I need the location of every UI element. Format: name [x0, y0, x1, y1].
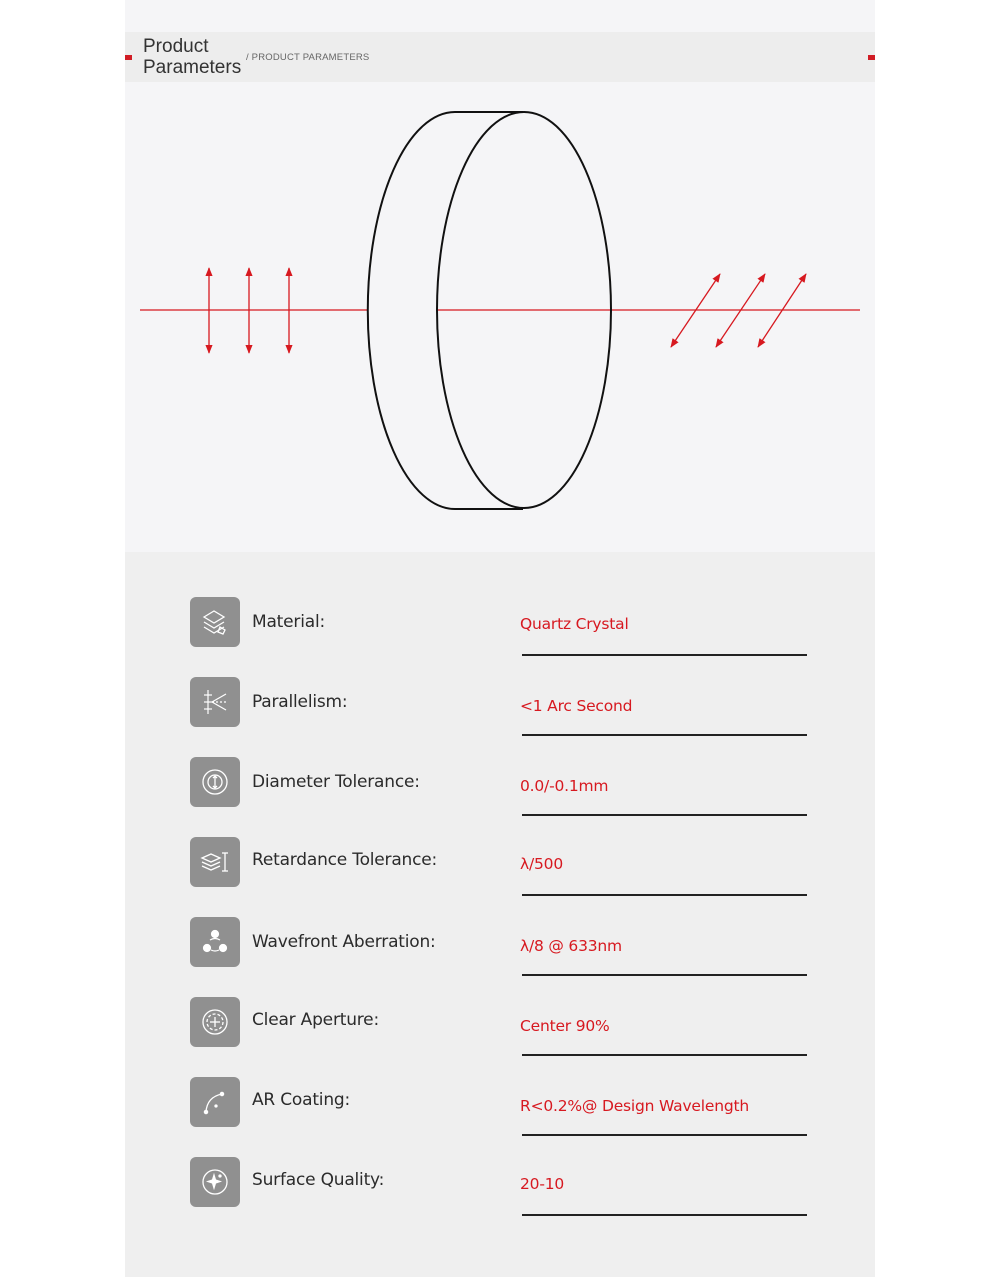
param-label: Parallelism:: [252, 692, 348, 712]
header-accent-left: [125, 55, 132, 60]
param-value: <1 Arc Second: [520, 697, 633, 715]
param-label: Clear Aperture:: [252, 1010, 379, 1030]
param-underline: [522, 1214, 807, 1216]
param-row-wavefront: [125, 917, 875, 997]
param-label: Material:: [252, 612, 325, 632]
param-row-retardance: [125, 837, 875, 917]
param-row-coating: [125, 1077, 875, 1157]
param-row-surface: [125, 1157, 875, 1237]
param-label: Retardance Tolerance:: [252, 850, 438, 870]
coating-curve-icon: [190, 1077, 240, 1127]
param-value: 20-10: [520, 1175, 565, 1193]
waveplate-diagram: [125, 82, 875, 552]
param-value: λ/8 @ 633nm: [520, 937, 622, 955]
waveplate-diagram-area: [125, 82, 875, 552]
param-value: 0.0/-0.1mm: [520, 777, 609, 795]
aperture-icon: [190, 997, 240, 1047]
layers-icon: [190, 837, 240, 887]
parameters-list: [125, 552, 875, 1277]
param-underline: [522, 974, 807, 976]
param-row-parallelism: [125, 677, 875, 757]
param-value: λ/500: [520, 855, 563, 873]
param-underline: [522, 734, 807, 736]
param-value: R<0.2%@ Design Wavelength: [520, 1097, 749, 1115]
param-label: Surface Quality:: [252, 1170, 385, 1190]
section-title-line1: Product: [143, 36, 209, 57]
param-label: AR Coating:: [252, 1090, 351, 1110]
material-stack-icon: [190, 597, 240, 647]
param-label: Wavefront Aberration:: [252, 932, 436, 952]
diameter-icon: [190, 757, 240, 807]
section-title-line2: Parameters: [143, 57, 242, 78]
param-row-aperture: [125, 997, 875, 1077]
header-accent-right: [868, 55, 875, 60]
param-label: Diameter Tolerance:: [252, 772, 420, 792]
param-row-material: [125, 597, 875, 677]
param-underline: [522, 1054, 807, 1056]
param-value: Center 90%: [520, 1017, 610, 1035]
param-underline: [522, 1134, 807, 1136]
section-title: [143, 36, 241, 78]
sparkle-icon: [190, 1157, 240, 1207]
param-row-diameter: [125, 757, 875, 837]
wavefront-icon: [190, 917, 240, 967]
param-value: Quartz Crystal: [520, 615, 629, 633]
param-underline: [522, 654, 807, 656]
parallelism-icon: [190, 677, 240, 727]
param-underline: [522, 894, 807, 896]
section-subtitle: / PRODUCT PARAMETERS: [246, 52, 370, 63]
param-underline: [522, 814, 807, 816]
